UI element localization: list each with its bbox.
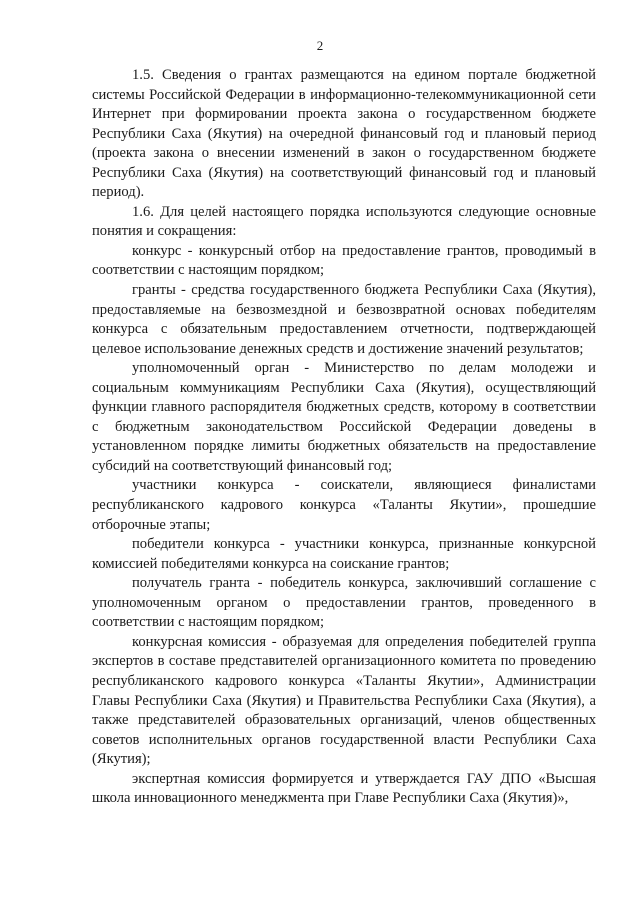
definition-winners: победители конкурса - участники конкурса, признанные конкурсной комиссией победителями конкурса на соискание грантов; [92, 536, 596, 572]
definition-grant-recipient: получатель гранта - победитель конкурса, заключивший соглашение с уполномоченным органом о предоставлении грантов, проведенного в соответствии с настоящим порядком; [92, 575, 596, 631]
paragraph-1-6-definitions-intro: 1.6. Для целей настоящего порядка используются следующие основные понятия и сокращения: [92, 203, 596, 240]
definition-grants: гранты - средства государственного бюджета Республики Саха (Якутия), предоставляемые на безвозмездной и безвозвратной основах победителям конкурса с обязательным предоставлением отчетности, подтверждающей целевое использование денежных средств и достижение значений результатов; [92, 282, 596, 357]
definition-expert-commission: экспертная комиссия формируется и утверждается ГАУ ДПО «Высшая школа инновационного менеджмента при Главе Республики Саха (Якутия)», [92, 770, 596, 807]
paragraph-1-5-grants-info: 1.5. Сведения о грантах размещаются на едином портале бюджетной системы Российской Федерации в информационно-телекоммуникационной сети Интернет при формировании проекта закона о государственном бюджете Республики Саха (Якутия) на очередной финансовый год и плановый период (проекта закона о внесении изменений в закон о государственном бюджете Республики Саха (Якутия) на соответствующий финансовый год и плановый период). [92, 67, 596, 201]
definition-authorized-body: уполномоченный орган - Министерство по делам молодежи и социальным коммуникациям Республики Саха (Якутия), осуществляющий функции главного распорядителя бюджетных средств, которому в соответствии с бюджетным законодательством Российской Федерации доведены в установленном порядке лимиты бюджетных обязательств на предоставление субсидий на соответствующий финансовый год; [92, 360, 596, 474]
definition-contest-commission: конкурсная комиссия - образуемая для определения победителей группа экспертов в составе представителей организационного комитета по проведению республиканского кадрового конкурса «Таланты Якутии», Администрации Главы Республики Саха (Якутия) и Правительства Республики Саха (Якутия), а также представителей образовательных организаций, членов общественных советов исполнительных органов государственной власти Республики Саха (Якутия); [92, 633, 596, 768]
document-body [92, 66, 596, 809]
page-number: 2 [316, 38, 324, 53]
definition-contest: конкурс - конкурсный отбор на предоставление грантов, проводимый в соответствии с настоящим порядком; [92, 242, 596, 279]
definition-participants: участники конкурса - соискатели, являющиеся финалистами республиканского кадрового конкурса «Таланты Якутии», прошедшие отборочные этапы; [92, 477, 596, 533]
